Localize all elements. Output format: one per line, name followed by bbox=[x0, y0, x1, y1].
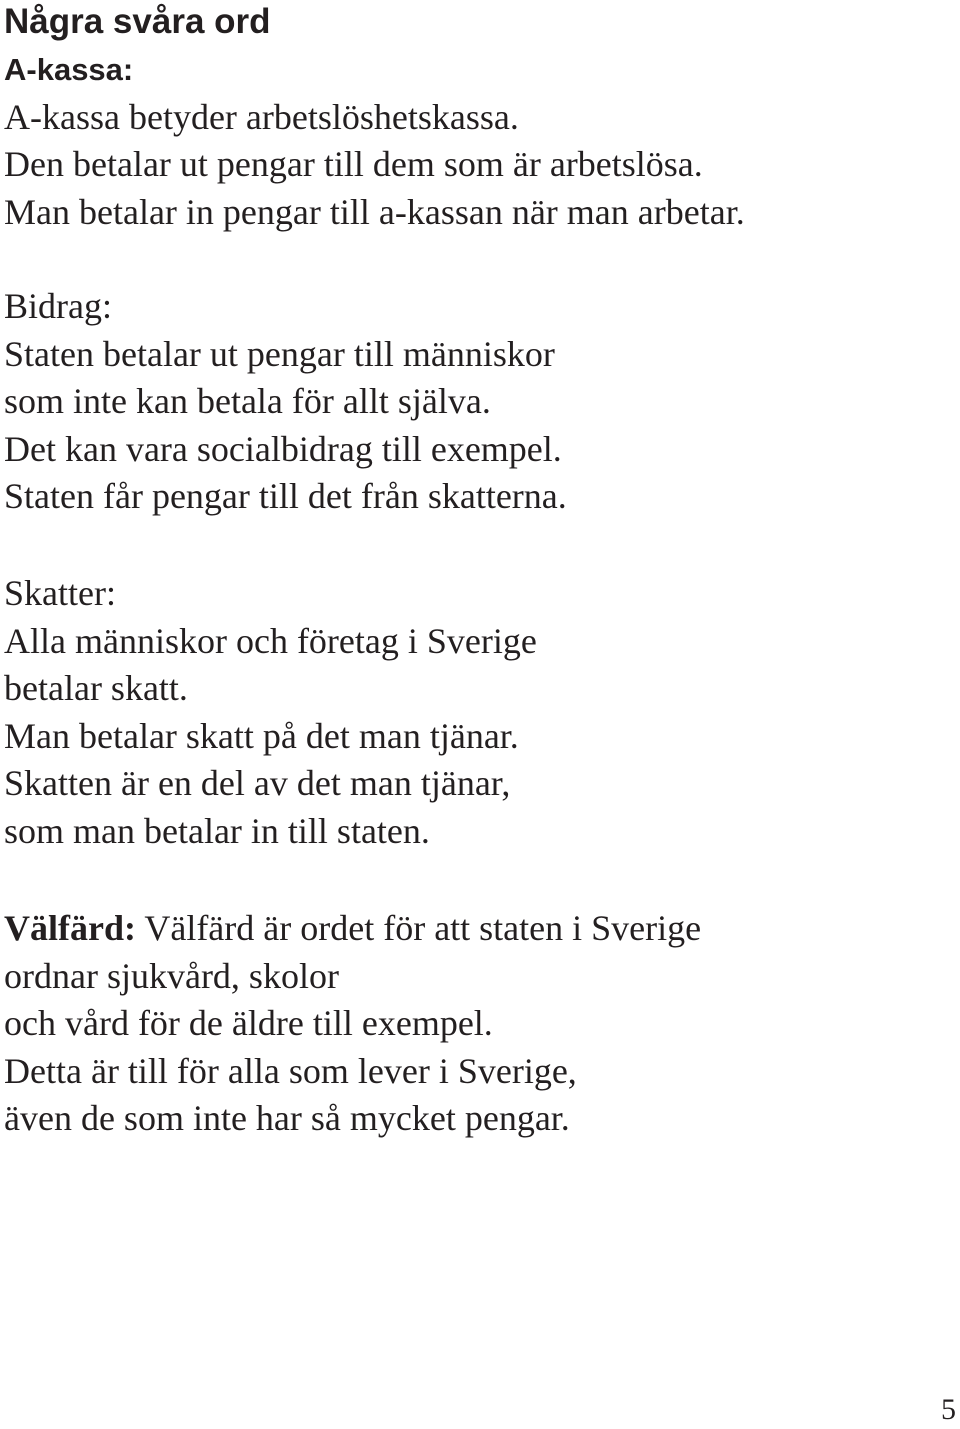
page-number: 5 bbox=[941, 1393, 956, 1426]
definition-line: Staten betalar ut pengar till människor bbox=[4, 333, 555, 374]
term-akassa: A-kassa: bbox=[4, 52, 134, 87]
section-skatter bbox=[4, 570, 537, 855]
definition-line: som man betalar in till staten. bbox=[4, 810, 430, 851]
definition-line: Man betalar skatt på det man tjänar. bbox=[4, 715, 519, 756]
term-skatter: Skatter: bbox=[4, 573, 116, 613]
definition-line: även de som inte har så mycket pengar. bbox=[4, 1098, 570, 1138]
definition-line: Alla människor och företag i Sverige bbox=[4, 620, 537, 661]
term-valfard: Välfärd: bbox=[4, 908, 136, 948]
page-title: Några svåra ord bbox=[4, 2, 271, 41]
definition-line: Man betalar in pengar till a-kassan när man arbetar. bbox=[4, 191, 745, 232]
definition-line: Det kan vara socialbidrag till exempel. bbox=[4, 428, 562, 469]
definition-line: Skatten är en del av det man tjänar, bbox=[4, 763, 511, 803]
definition-line: och vård för de äldre till exempel. bbox=[4, 1003, 493, 1043]
definition-line: betalar skatt. bbox=[4, 668, 188, 708]
definition-first-line bbox=[4, 905, 701, 953]
definition-line: A-kassa betyder arbetslöshetskassa. bbox=[4, 96, 519, 137]
section-valfard bbox=[4, 905, 701, 1143]
term-bidrag: Bidrag: bbox=[4, 286, 112, 326]
definition-line: Staten får pengar till det från skatterna. bbox=[4, 476, 567, 516]
section-akassa bbox=[4, 46, 745, 236]
definition-line: Detta är till för alla som lever i Sverige, bbox=[4, 1050, 577, 1091]
definition-line: ordnar sjukvård, skolor bbox=[4, 955, 339, 996]
definition-line: Den betalar ut pengar till dem som är arbetslösa. bbox=[4, 144, 703, 184]
section-bidrag bbox=[4, 283, 567, 521]
definition-line: som inte kan betala för allt själva. bbox=[4, 381, 491, 421]
definition-line-start: Välfärd är ordet för att staten i Sverige bbox=[144, 908, 702, 948]
